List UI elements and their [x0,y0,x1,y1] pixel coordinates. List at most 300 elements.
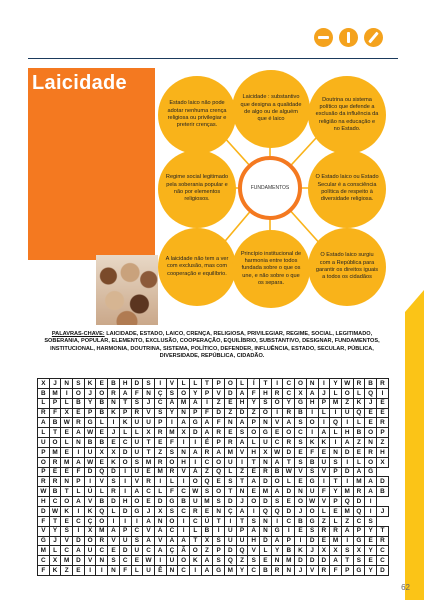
word-search-cell[interactable]: X [201,536,213,546]
word-search-cell[interactable]: O [271,477,283,487]
word-search-cell[interactable]: R [353,379,365,389]
word-search-cell[interactable]: D [213,408,225,418]
word-search-cell[interactable]: A [248,477,260,487]
word-search-cell[interactable]: Y [49,526,61,536]
word-search-cell[interactable]: E [154,438,166,448]
word-search-cell[interactable]: I [318,379,330,389]
word-search-cell[interactable]: J [108,428,120,438]
word-search-cell[interactable]: O [365,428,377,438]
word-search-cell[interactable]: L [154,487,166,497]
word-search-cell[interactable]: A [73,428,85,438]
word-search-cell[interactable]: P [119,526,131,536]
word-search-cell[interactable]: S [154,408,166,418]
word-search-cell[interactable]: Q [271,506,283,516]
word-search-cell[interactable]: R [213,428,225,438]
word-search-cell[interactable]: O [248,428,260,438]
word-search-cell[interactable]: A [353,467,365,477]
word-search-cell[interactable]: L [131,566,143,576]
word-search-cell[interactable]: C [73,516,85,526]
word-search-cell[interactable]: G [353,536,365,546]
word-search-cell[interactable]: S [353,556,365,566]
word-search-cell[interactable]: Y [330,379,342,389]
word-search-cell[interactable]: J [236,497,248,507]
word-search-cell[interactable]: A [189,447,201,457]
word-search-cell[interactable]: C [178,566,190,576]
word-search-cell[interactable]: B [49,418,61,428]
word-search-cell[interactable]: T [236,477,248,487]
word-search-cell[interactable]: F [119,566,131,576]
word-search-cell[interactable]: A [166,536,178,546]
word-search-cell[interactable]: I [178,477,190,487]
word-search-cell[interactable]: I [131,516,143,526]
word-search-cell[interactable]: M [38,546,50,556]
word-search-cell[interactable]: V [143,408,155,418]
word-search-cell[interactable]: A [236,438,248,448]
word-search-cell[interactable]: N [260,526,272,536]
word-search-cell[interactable]: T [201,379,213,389]
word-search-cell[interactable]: Í [248,379,260,389]
word-search-cell[interactable]: A [178,536,190,546]
word-search-cell[interactable]: O [248,497,260,507]
word-search-cell[interactable]: W [271,447,283,457]
word-search-cell[interactable]: E [376,408,388,418]
word-search-cell[interactable]: O [166,516,178,526]
word-search-cell[interactable]: H [248,536,260,546]
word-search-cell[interactable]: Z [213,398,225,408]
word-search-cell[interactable]: V [84,497,96,507]
word-search-cell[interactable]: I [119,487,131,497]
word-search-cell[interactable]: E [365,418,377,428]
word-search-cell[interactable]: E [213,477,225,487]
word-search-cell[interactable]: J [295,566,307,576]
word-search-cell[interactable]: L [330,428,342,438]
word-search-cell[interactable]: J [376,506,388,516]
word-search-cell[interactable]: F [213,418,225,428]
word-search-cell[interactable]: Ç [225,506,237,516]
word-search-cell[interactable]: I [341,477,353,487]
word-search-cell[interactable]: I [166,418,178,428]
word-search-cell[interactable]: N [166,566,178,576]
word-search-cell[interactable]: L [119,428,131,438]
word-search-cell[interactable]: E [248,487,260,497]
word-search-cell[interactable]: R [271,388,283,398]
word-search-cell[interactable]: I [271,408,283,418]
word-search-cell[interactable]: E [73,408,85,418]
word-search-cell[interactable]: A [143,536,155,546]
word-search-cell[interactable]: A [201,428,213,438]
word-search-cell[interactable]: D [260,497,272,507]
word-search-cell[interactable]: O [131,497,143,507]
word-search-cell[interactable]: R [73,418,85,428]
word-search-cell[interactable]: S [248,556,260,566]
word-search-cell[interactable]: E [248,467,260,477]
word-search-cell[interactable]: I [189,457,201,467]
word-search-cell[interactable]: R [283,408,295,418]
word-search-cell[interactable]: S [108,556,120,566]
word-search-cell[interactable]: L [236,379,248,389]
word-search-cell[interactable]: E [201,506,213,516]
word-search-cell[interactable]: P [213,546,225,556]
word-search-cell[interactable]: S [108,477,120,487]
word-search-cell[interactable]: M [154,467,166,477]
word-search-cell[interactable]: A [73,497,85,507]
word-search-cell[interactable]: I [295,536,307,546]
word-search-cell[interactable]: R [143,477,155,487]
word-search-cell[interactable]: E [143,467,155,477]
word-search-cell[interactable]: V [318,467,330,477]
word-search-cell[interactable]: I [73,506,85,516]
word-search-cell[interactable]: E [353,447,365,457]
word-search-cell[interactable]: D [353,497,365,507]
word-search-cell[interactable]: S [295,457,307,467]
word-search-cell[interactable]: Z [248,408,260,418]
word-search-cell[interactable]: C [131,526,143,536]
word-search-cell[interactable]: C [61,546,73,556]
word-search-cell[interactable]: J [318,388,330,398]
word-search-cell[interactable]: V [143,526,155,536]
word-search-cell[interactable]: S [201,487,213,497]
word-search-cell[interactable]: M [283,556,295,566]
word-search-cell[interactable]: Q [213,467,225,477]
word-search-cell[interactable]: I [178,516,190,526]
word-search-cell[interactable]: N [96,556,108,566]
word-search-cell[interactable]: A [143,516,155,526]
word-search-cell[interactable]: B [178,497,190,507]
word-search-cell[interactable]: O [189,477,201,487]
word-search-cell[interactable]: A [38,418,50,428]
word-search-cell[interactable]: B [295,408,307,418]
word-search-cell[interactable]: D [189,428,201,438]
word-search-cell[interactable]: C [283,388,295,398]
word-search-cell[interactable]: A [236,388,248,398]
word-search-cell[interactable]: W [61,418,73,428]
word-search-cell[interactable]: I [225,516,237,526]
word-search-cell[interactable]: Y [166,408,178,418]
word-search-cell[interactable]: U [38,438,50,448]
word-search-cell[interactable]: E [330,506,342,516]
word-search-cell[interactable]: R [260,467,272,477]
word-search-cell[interactable]: D [119,546,131,556]
word-search-cell[interactable]: P [201,388,213,398]
word-search-cell[interactable]: M [96,526,108,536]
word-search-cell[interactable]: O [119,457,131,467]
word-search-cell[interactable]: K [108,457,120,467]
word-search-cell[interactable]: U [119,536,131,546]
word-search-cell[interactable]: O [306,506,318,516]
word-search-cell[interactable]: I [201,398,213,408]
word-search-cell[interactable]: X [108,447,120,457]
word-search-cell[interactable]: I [306,408,318,418]
word-search-cell[interactable]: H [248,447,260,457]
word-search-cell[interactable]: O [189,546,201,556]
word-search-cell[interactable]: A [330,556,342,566]
word-search-cell[interactable]: N [213,506,225,516]
word-search-cell[interactable]: W [283,467,295,477]
word-search-cell[interactable]: L [353,388,365,398]
word-search-cell[interactable]: D [341,467,353,477]
word-search-cell[interactable]: I [236,457,248,467]
word-search-cell[interactable]: X [318,546,330,556]
word-search-cell[interactable]: L [318,506,330,516]
word-search-cell[interactable]: T [119,398,131,408]
word-search-cell[interactable]: P [353,526,365,536]
word-search-cell[interactable]: S [166,388,178,398]
word-search-cell[interactable]: B [108,379,120,389]
word-search-cell[interactable]: Y [330,487,342,497]
word-search-cell[interactable]: I [154,477,166,487]
word-search-cell[interactable]: Z [353,438,365,448]
word-search-cell[interactable]: I [119,477,131,487]
word-search-cell[interactable]: A [306,388,318,398]
word-search-cell[interactable]: J [306,546,318,556]
word-search-cell[interactable]: C [143,487,155,497]
word-search-cell[interactable]: Y [248,398,260,408]
word-search-cell[interactable]: A [341,438,353,448]
word-search-cell[interactable]: W [341,379,353,389]
word-search-cell[interactable]: N [225,418,237,428]
word-search-cell[interactable]: U [341,408,353,418]
word-search-cell[interactable]: D [260,477,272,487]
word-search-cell[interactable]: O [213,457,225,467]
word-search-cell[interactable]: Z [236,467,248,477]
word-search-cell[interactable]: O [271,398,283,408]
word-search-cell[interactable]: H [236,398,248,408]
word-search-cell[interactable]: A [73,546,85,556]
word-search-cell[interactable]: O [260,408,272,418]
word-search-cell[interactable]: Z [318,516,330,526]
word-search-cell[interactable]: U [131,447,143,457]
word-search-cell[interactable]: B [260,566,272,576]
word-search-cell[interactable]: H [306,398,318,408]
word-search-cell[interactable]: W [189,487,201,497]
word-search-cell[interactable]: F [38,566,50,576]
word-search-cell[interactable]: Q [365,388,377,398]
word-search-cell[interactable]: B [96,438,108,448]
word-search-cell[interactable]: I [178,438,190,448]
word-search-cell[interactable]: L [108,506,120,516]
word-search-cell[interactable]: P [84,408,96,418]
word-search-cell[interactable]: L [189,526,201,536]
word-search-cell[interactable]: A [178,418,190,428]
word-search-cell[interactable]: V [178,467,190,477]
word-search-cell[interactable]: O [365,457,377,467]
word-search-cell[interactable]: C [271,438,283,448]
word-search-cell[interactable]: D [283,447,295,457]
word-search-cell[interactable]: X [260,447,272,457]
word-search-cell[interactable]: D [283,487,295,497]
word-search-cell[interactable]: S [306,467,318,477]
word-search-cell[interactable]: N [260,457,272,467]
word-search-cell[interactable]: B [49,487,61,497]
word-search-cell[interactable]: Y [283,398,295,408]
word-search-cell[interactable]: A [201,556,213,566]
word-search-cell[interactable]: T [248,457,260,467]
word-search-cell[interactable]: X [376,457,388,467]
word-search-cell[interactable]: E [271,428,283,438]
word-search-cell[interactable]: A [119,388,131,398]
word-search-cell[interactable]: R [108,388,120,398]
word-search-cell[interactable]: O [306,418,318,428]
word-search-cell[interactable]: D [376,477,388,487]
word-search-cell[interactable]: A [154,526,166,536]
word-search-cell[interactable]: K [295,546,307,556]
word-search-cell[interactable]: G [295,398,307,408]
word-search-cell[interactable]: D [260,536,272,546]
word-search-cell[interactable]: D [108,467,120,477]
word-search-cell[interactable]: L [96,487,108,497]
word-search-cell[interactable]: K [61,506,73,516]
word-search-cell[interactable]: G [189,418,201,428]
word-search-cell[interactable]: Ú [201,516,213,526]
word-search-cell[interactable]: M [225,566,237,576]
word-search-cell[interactable]: R [353,487,365,497]
word-search-cell[interactable]: T [189,536,201,546]
word-search-cell[interactable]: A [248,526,260,536]
word-search-cell[interactable]: M [260,487,272,497]
word-search-cell[interactable]: M [330,398,342,408]
word-search-cell[interactable]: F [166,487,178,497]
word-search-cell[interactable]: J [295,506,307,516]
word-search-cell[interactable]: T [49,516,61,526]
word-search-cell[interactable]: E [61,428,73,438]
word-search-cell[interactable]: D [283,506,295,516]
word-search-cell[interactable]: V [96,477,108,487]
word-search-cell[interactable]: T [213,516,225,526]
word-search-cell[interactable]: R [108,487,120,497]
word-search-cell[interactable]: N [143,388,155,398]
word-search-cell[interactable]: I [341,457,353,467]
word-search-cell[interactable]: I [154,556,166,566]
word-search-cell[interactable]: T [283,457,295,467]
word-search-cell[interactable]: B [73,398,85,408]
word-search-cell[interactable]: Q [96,467,108,477]
word-search-cell[interactable]: S [61,526,73,536]
word-search-cell[interactable]: J [143,398,155,408]
word-search-cell[interactable]: M [330,536,342,546]
word-search-cell[interactable]: X [96,447,108,457]
word-search-cell[interactable]: L [38,398,50,408]
word-search-cell[interactable]: N [306,379,318,389]
word-search-cell[interactable]: L [131,428,143,438]
word-search-cell[interactable]: S [213,497,225,507]
word-search-cell[interactable]: S [131,536,143,546]
word-search-cell[interactable]: Z [341,398,353,408]
word-search-cell[interactable]: Y [84,398,96,408]
word-search-cell[interactable]: Ã [178,546,190,556]
word-search-cell[interactable]: D [318,556,330,566]
word-search-cell[interactable]: S [271,497,283,507]
word-search-cell[interactable]: R [283,438,295,448]
word-search-cell[interactable]: C [201,457,213,467]
word-search-cell[interactable]: P [213,438,225,448]
word-search-cell[interactable]: P [119,408,131,418]
word-search-cell[interactable]: W [306,497,318,507]
word-search-cell[interactable]: G [271,526,283,536]
word-search-cell[interactable]: D [295,556,307,566]
word-search-cell[interactable]: P [213,379,225,389]
word-search-cell[interactable]: Z [341,516,353,526]
word-search-cell[interactable]: M [61,556,73,566]
word-search-cell[interactable]: V [61,536,73,546]
word-search-cell[interactable]: R [131,408,143,418]
word-search-cell[interactable]: B [306,457,318,467]
word-search-cell[interactable]: P [189,408,201,418]
word-search-cell[interactable]: I [73,526,85,536]
word-search-cell[interactable]: N [271,556,283,566]
word-search-cell[interactable]: D [84,467,96,477]
word-search-cell[interactable]: C [96,546,108,556]
word-search-cell[interactable]: G [131,506,143,516]
word-search-cell[interactable]: A [201,418,213,428]
word-search-cell[interactable]: A [108,526,120,536]
word-search-cell[interactable]: R [189,506,201,516]
word-search-cell[interactable]: O [225,379,237,389]
word-search-cell[interactable]: N [108,398,120,408]
word-search-cell[interactable]: C [119,438,131,448]
word-search-cell[interactable]: L [353,418,365,428]
word-search-cell[interactable]: M [225,447,237,457]
word-search-cell[interactable]: R [96,536,108,546]
word-search-cell[interactable]: E [61,516,73,526]
word-search-cell[interactable]: T [143,438,155,448]
word-search-cell[interactable]: N [260,418,272,428]
word-search-cell[interactable]: D [341,447,353,457]
word-search-cell[interactable]: Z [201,467,213,477]
word-search-cell[interactable]: N [330,447,342,457]
word-search-cell[interactable]: E [61,467,73,477]
word-search-cell[interactable]: C [353,516,365,526]
word-search-cell[interactable]: E [295,526,307,536]
word-search-cell[interactable]: X [61,408,73,418]
word-search-cell[interactable]: H [119,497,131,507]
word-search-cell[interactable]: J [49,379,61,389]
word-search-cell[interactable]: U [225,457,237,467]
word-search-cell[interactable]: C [178,506,190,516]
word-search-cell[interactable]: K [84,379,96,389]
word-search-cell[interactable]: J [49,536,61,546]
word-search-cell[interactable]: F [248,388,260,398]
word-search-cell[interactable]: É [201,438,213,448]
word-search-cell[interactable]: B [96,398,108,408]
word-search-cell[interactable]: K [49,566,61,576]
word-search-cell[interactable]: S [295,438,307,448]
word-search-cell[interactable]: V [248,546,260,556]
word-search-cell[interactable]: N [365,438,377,448]
word-search-cell[interactable]: P [341,566,353,576]
word-search-cell[interactable]: S [131,457,143,467]
word-search-cell[interactable]: B [96,408,108,418]
word-search-cell[interactable]: B [353,428,365,438]
word-search-cell[interactable]: A [341,526,353,536]
word-search-cell[interactable]: R [166,467,178,477]
word-search-cell[interactable]: I [271,516,283,526]
word-search-cell[interactable]: I [365,497,377,507]
word-search-cell[interactable]: P [330,497,342,507]
word-search-cell[interactable]: A [271,487,283,497]
word-search-cell[interactable]: R [365,447,377,457]
word-search-cell[interactable]: T [341,556,353,566]
word-search-cell[interactable]: T [49,428,61,438]
word-search-cell[interactable]: A [131,487,143,497]
word-search-cell[interactable]: A [236,418,248,428]
word-search-cell[interactable]: M [49,447,61,457]
word-search-cell[interactable]: A [283,418,295,428]
word-search-cell[interactable]: K [353,398,365,408]
word-search-cell[interactable]: X [84,526,96,536]
word-search-cell[interactable]: M [341,487,353,497]
word-search-cell[interactable]: Q [353,408,365,418]
word-search-cell[interactable]: Z [61,566,73,576]
